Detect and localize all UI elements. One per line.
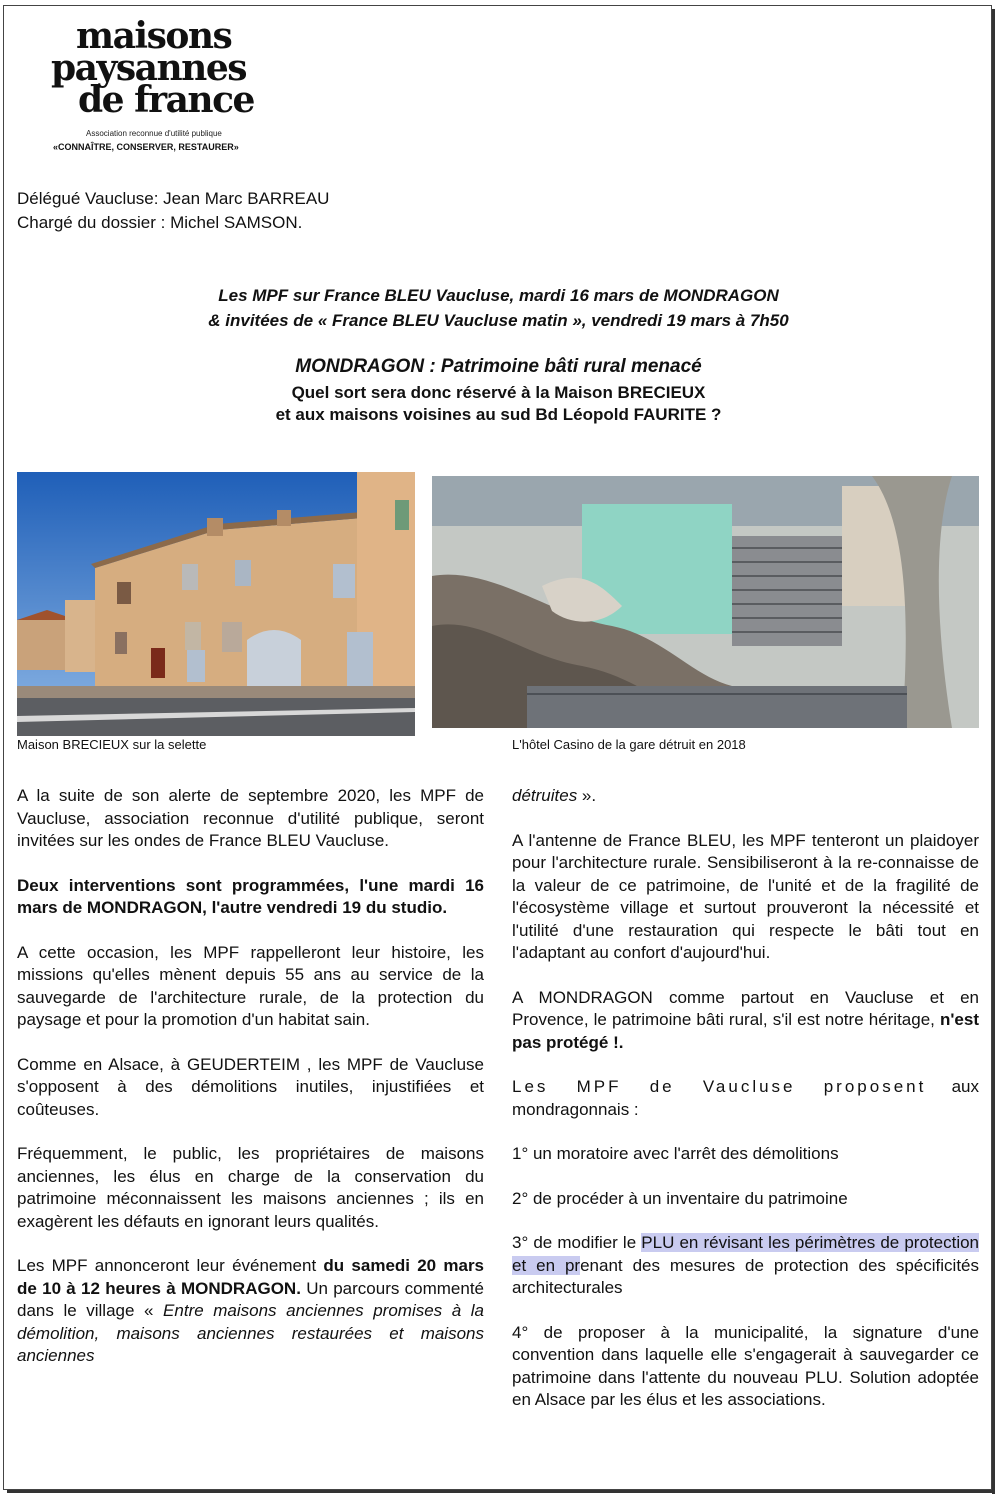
left-para-6 [17,1255,484,1368]
proposal-item-3-a: 3° de modifier le [512,1233,642,1252]
left-para-4: Comme en Alsace, à GEUDERTEIM , les MPF de Vaucluse s'opposent à des démolitions inutiles, injustifiées et coûteuses. [17,1054,484,1119]
left-para-6-quote: Entre maisons anciennes promises à la démolition, maisons anciennes restaurées et maisons anciennes [17,1301,485,1365]
left-para-6-a: Les MPF annonceront leur événement [17,1256,324,1275]
right-para-3-a: Les MPF de Vaucluse proposent [512,1077,927,1096]
logo-subtitle: Association reconnue d'utilité publique [86,129,222,138]
announce-line-1: Les MPF sur France BLEU Vaucluse, mardi 16 mars de MONDRAGON [218,286,779,305]
left-para-6-c: Un parcours commenté dans le village « [17,1278,485,1320]
proposal-item-3-highlight: PLU en révisant les périmètres de protection et en pr [512,1233,980,1275]
proposal-item-3 [512,1232,979,1300]
left-column [17,785,484,1368]
right-para-2-a: A MONDRAGON comme partout en Vaucluse et en Provence, le patrimoine bâti rural, s'il est notre héritage, [512,987,979,1029]
delegate-line: Délégué Vaucluse: Jean Marc BARREAU [17,189,330,208]
proposal-item-1: 1° un moratoire avec l'arrêt des démolitions [512,1144,839,1163]
mpf-logo [48,15,318,160]
caption-right: L'hôtel Casino de la gare détruit en 2018 [512,737,746,752]
logo-line-3: de france [78,79,254,121]
logo-line-2: paysannes [51,47,247,89]
announce-line-2: & invitées de « France BLEU Vaucluse matin », vendredi 19 mars à 7h50 [208,311,789,330]
right-para-2-b: n'est pas protégé !. [512,1010,979,1052]
headline-title: MONDRAGON : Patrimoine bâti rural menacé [295,356,702,377]
headline-sub-1: Quel sort sera donc réservé à la Maison BRECIEUX [291,383,706,402]
right-para-3 [512,1076,979,1121]
logo-line-1: maisons [76,15,232,57]
left-para-3: A cette occasion, les MPF rappelleront leur histoire, les missions qu'elles mènent depuis 55 ans au service de la sauvegarde de l'architecture rurale, de la protection du paysage et pour la promotion d'un habitat sain. [17,942,484,1029]
left-para-1: A la suite de son alerte de septembre 2020, les MPF de Vaucluse, association reconnue d'utilité publique, seront invitées sur les ondes de France BLEU Vaucluse. [17,786,484,850]
logo-motto: «CONNAÎTRE, CONSERVER, RESTAURER» [53,142,239,152]
proposal-item-4: 4° de proposer à la municipalité, la signature d'une convention dans laquelle elle s'engagerait à sauvegarder ce patrimoine dans l'attente du nouveau PLU. Solution adoptée en Alsace par les élus et les associations. [512,1322,979,1409]
right-column [512,785,979,1412]
photo-hotel-casino-demoli [432,476,979,728]
headline-sub-2: et aux maisons voisines au sud Bd Léopold FAURITE ? [275,405,722,424]
proposal-item-2: 2° de procéder à un inventaire du patrimoine [512,1188,848,1208]
caption-left: Maison BRECIEUX sur la selette [17,737,207,752]
charge-line: Chargé du dossier : Michel SAMSON. [17,213,303,232]
frame-shadow-right [992,9,995,1494]
right-para-0-a: détruites [512,786,578,805]
right-para-3-b: aux mondragonnais : [512,1077,979,1119]
right-para-0-b: ». [577,786,597,805]
left-para-6-event: du samedi 20 mars de 10 à 12 heures à MONDRAGON. [17,1256,485,1298]
right-para-0 [512,785,979,808]
frame-shadow-bottom [7,1490,995,1493]
left-para-5: Fréquemment, le public, les propriétaires de maisons anciennes, les élus en charge de la conservation du patrimoine méconnaissent les maisons anciennes ; ils en exagèrent les défauts en ignorant leurs qualités. [17,1144,484,1231]
right-para-2 [512,987,979,1055]
photo-maison-brecieux [17,472,415,736]
left-para-2: Deux interventions sont programmées, l'une mardi 16 mars de MONDRAGON, l'autre vendredi 19 du studio. [17,875,484,917]
right-para-1: A l'antenne de France BLEU, les MPF tenteront un plaidoyer pour l'architecture rurale. Sensibiliseront à la re-connaisse de la valeur de ce patrimoine, de l'unité et de la fragilité de l'écosystème village et surtout prouveront la nécessité et l'utilité d'une restauration qui respecte le bâti tout en l'adaptant au confort d'aujourd'hui. [512,830,979,962]
proposal-item-3-b: enant des mesures de protection des spécificités architecturales [512,1255,979,1297]
